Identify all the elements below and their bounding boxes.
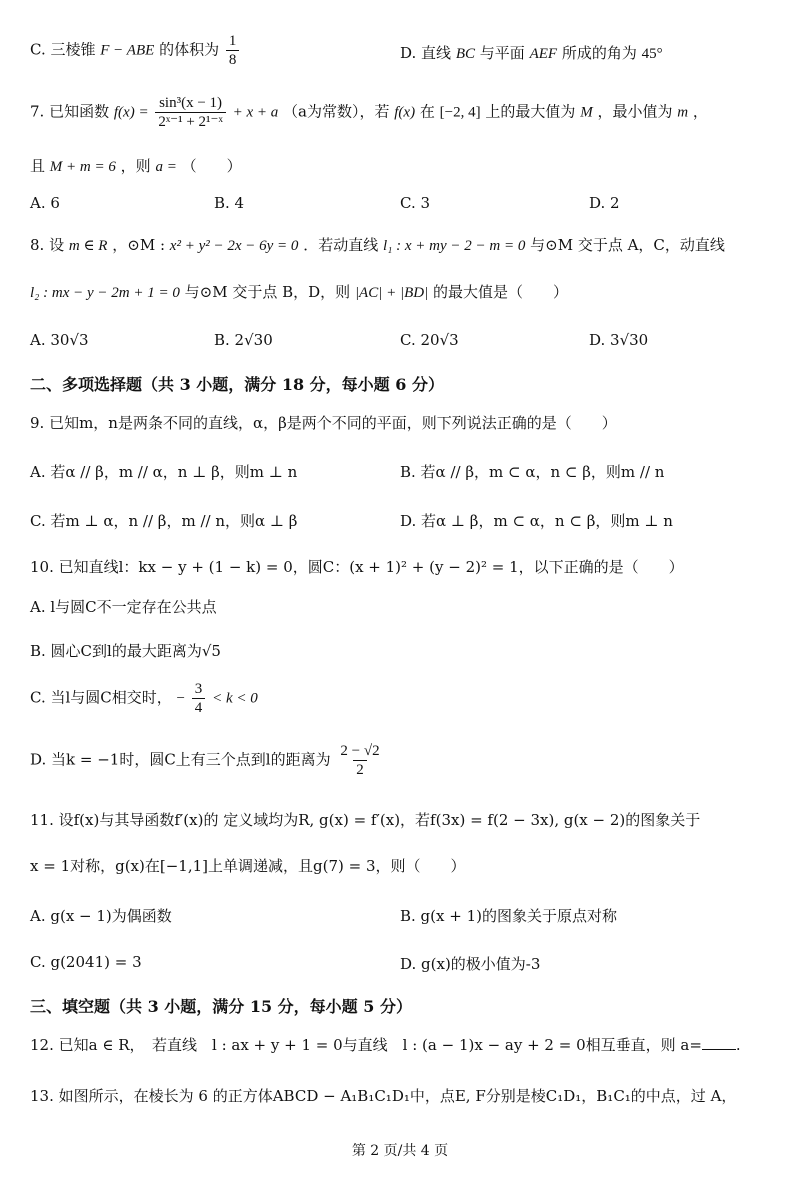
q10-option-a: A. l与圆C不一定存在公共点: [30, 598, 217, 616]
q10-option-d: D. 当k = −1时，圆C上有三个点到l的距离为 $\frac{2 - √2}{2}$: [30, 742, 780, 779]
q12-answer-blank[interactable]: [702, 1035, 736, 1050]
q7-option-c: C. 3: [400, 194, 431, 212]
q6-option-d: D. 直线 BC 与平面 AEF 所成的角为 45°: [400, 44, 663, 62]
q9-option-b: B. 若α // β，m ⊂ α，n ⊂ β，则m // n: [400, 463, 665, 481]
q9-option-d: D. 若α ⊥ β，m ⊂ α，n ⊂ β，则m ⊥ n: [400, 512, 673, 530]
section-3-heading: 三、填空题（共 3 小题，满分 15 分，每小题 5 分）: [30, 997, 412, 1016]
q8-stem: 8. 设 m ∈ R ，⊙M : x² + y² − 2x − 6y = 0 ．若动直线 l₁ : x + my − 2 − m = 0 与⊙M 交于点 A，C，动直线: [30, 236, 725, 254]
q7-option-d: D. 2: [589, 194, 620, 212]
q11-line2: x = 1对称，g(x)在[−1,1]上单调递减，且g(7) = 3，则（ ）: [30, 857, 466, 875]
q10-d-fraction: $\frac{2 - √2}{2}$: [340, 743, 380, 778]
q9-option-c: C. 若m ⊥ α，n // β，m // n，则α ⊥ β: [30, 512, 298, 530]
q8-option-a: A. 30√3: [30, 331, 89, 349]
q7-option-a: A. 6: [30, 194, 60, 212]
q11-stem: 11. 设f(x)与其导函数f′(x)的 定义域均为R, g(x) = f′(x)，若f(3x) = f(2 − 3x), g(x − 2)的图象关于: [30, 811, 701, 829]
q8-option-d: D. 3√30: [589, 331, 649, 349]
q12-stem: 12. 已知a ∈ R， 若直线 l : ax + y + 1 = 0与直线 l : (a − 1)x − ay + 2 = 0相互垂直，则 a= .: [30, 1036, 741, 1054]
q7-stem: 7. 已知函数 f(x) = $\frac{\text{sin³(x − 1)}}{\text{2ˣ⁻¹ + 2¹⁻ˣ}}$ + x + a （a为常数），若 f(x) 在 [−2, 4] 上的最大值为 M ，最小值为 m ，: [30, 95, 708, 130]
q10-option-c: C. 当l与圆C相交时， − $\frac{3}{4}$ < k < 0: [30, 681, 258, 716]
q10-option-b: B. 圆心C到l的最大距离为√5: [30, 642, 221, 660]
q6-option-c: C. 三棱锥 F − ABE 的体积为 $\frac{1}{8}$: [30, 32, 780, 69]
q8-line2: l₂ : mx − y − 2m + 1 = 0 与⊙M 交于点 B，D，则 |AC| + |BD| 的最大值是（ ）: [30, 283, 569, 301]
section-2-heading: 二、多项选择题（共 3 小题，满分 18 分，每小题 6 分）: [30, 375, 444, 394]
page-footer: 第 2 页/共 4 页: [351, 1143, 449, 1159]
q11-option-a: A. g(x − 1)为偶函数: [30, 907, 172, 925]
q11-option-b: B. g(x + 1)的图象关于原点对称: [400, 907, 617, 925]
q7-line2: 且 M + m = 6 ，则 a = （ ）: [30, 157, 242, 175]
q13-stem: 13. 如图所示，在棱长为 6 的正方体ABCD − A₁B₁C₁D₁中，点E, F分别是棱C₁D₁，B₁C₁的中点，过 A，: [30, 1087, 737, 1105]
q11-option-c: C. g(2041) = 3: [30, 953, 142, 971]
q8-option-c: C. 20√3: [400, 331, 459, 349]
q9-stem: 9. 已知m，n是两条不同的直线，α，β是两个不同的平面，则下列说法正确的是（ ）: [30, 414, 617, 432]
q11-option-d: D. g(x)的极小值为-3: [400, 955, 541, 973]
q7-option-b: B. 4: [214, 194, 245, 212]
q6-fraction: $\frac{1}{8}$: [226, 32, 240, 69]
q9-option-a: A. 若α // β，m // α，n ⊥ β，则m ⊥ n: [30, 463, 298, 481]
q8-option-b: B. 2√30: [214, 331, 273, 349]
q7-fraction: $\frac{\text{sin³(x − 1)}}{\text{2ˣ⁻¹ + 2¹⁻ˣ}}$: [155, 94, 225, 131]
q10-c-fraction: $\frac{3}{4}$: [192, 680, 206, 717]
q10-stem: 10. 已知直线l：kx − y + (1 − k) = 0，圆C：(x + 1)² + (y − 2)² = 1，以下正确的是（ ）: [30, 558, 684, 576]
